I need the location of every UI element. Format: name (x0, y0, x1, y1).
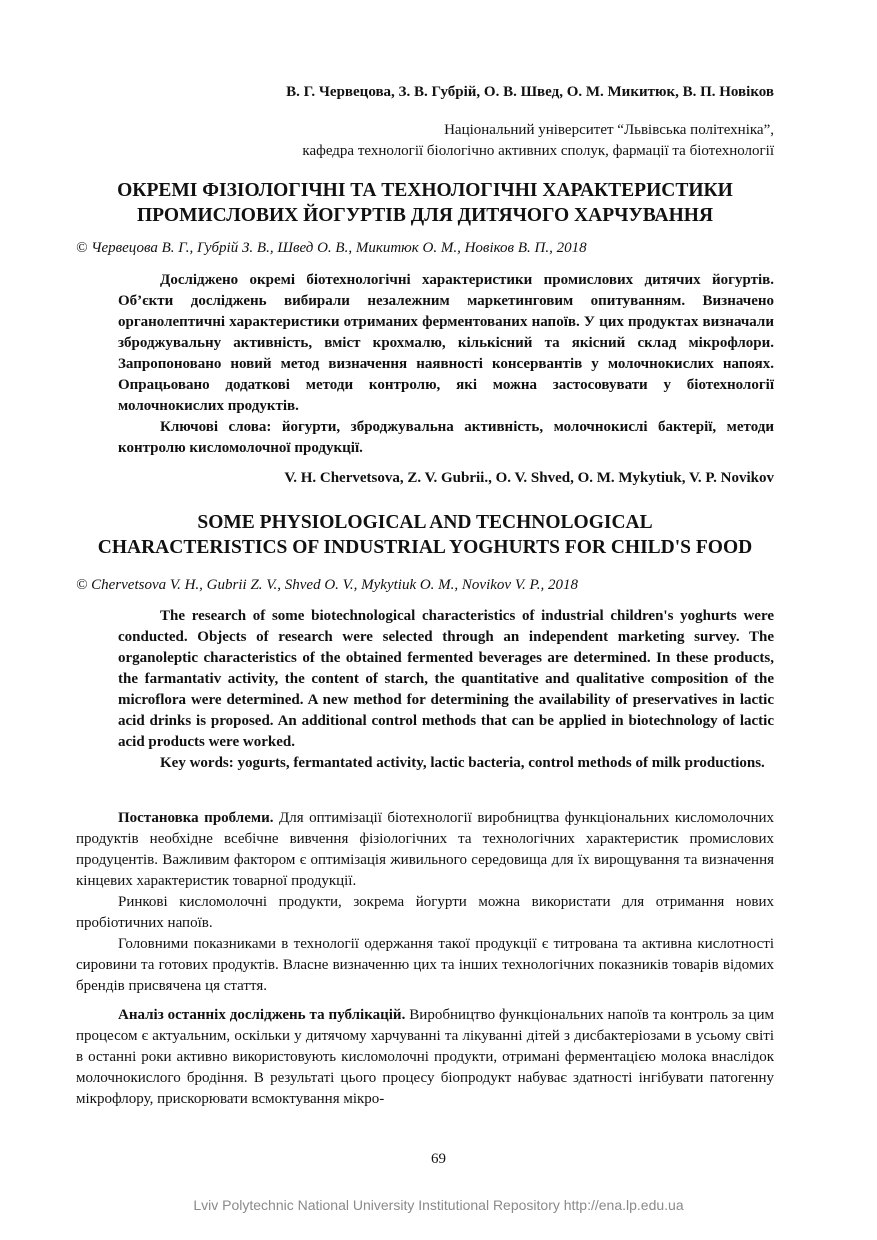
title-en (76, 510, 774, 560)
section1-paragraph-1 (76, 808, 774, 892)
page-number: 69 (431, 1151, 446, 1167)
title-en-line-2: CHARACTERISTICS OF INDUSTRIAL YOGHURTS FOR CHILD'S FOOD (97, 537, 753, 558)
section1-paragraph-3: Головними показниками в технології одержання такої продукції є титрована та активна кислотності сировини та готових продуктів. Власне визначенню цих та інших технологічних показників товарів відомих брендів присвячена ця стаття. (76, 936, 774, 994)
abstract-en (118, 606, 774, 774)
affiliation-line-2: кафедра технології біологічно активних сполук, фармації та біотехнології (302, 143, 774, 159)
title-uk-line-1: ОКРЕМІ ФІЗІОЛОГІЧНІ ТА ТЕХНОЛОГІЧНІ ХАРАКТЕРИСТИКИ (117, 180, 733, 201)
section1-text: Для оптимізації біотехнології виробництва функціональних кисломолочних продуктів необхідне всебічне вивчення фізіологічних та технологічних характеристик промислових продуцентів. Важливим фактором є оптимізація живильного середовища для їх вирощування та визначення кінцевих характеристик товарної продукції. (76, 810, 775, 889)
abstract-uk (118, 270, 774, 459)
section2-heading: Аналіз останніх досліджень та публікацій. (118, 1007, 406, 1023)
title-uk (76, 178, 774, 228)
keywords-uk: Ключові слова: йогурти, зброджувальна активність, молочнокислі бактерії, методи контролю кисломолочної продукції. (118, 419, 774, 456)
copyright-uk: © Червецова В. Г., Губрій З. В., Швед О. В., Микитюк О. М., Новіков В. П., 2018 (76, 240, 587, 256)
authors-en: V. H. Chervetsova, Z. V. Gubrii., O. V. Shved, O. M. Mykytiuk, V. P. Novikov (284, 470, 774, 486)
authors-uk: В. Г. Червецова, З. В. Губрій, О. В. Швед, О. М. Микитюк, В. П. Новіков (286, 84, 774, 100)
section1-heading: Постановка проблеми. (118, 810, 274, 826)
repository-footer: Lviv Polytechnic National University Institutional Repository http://ena.lp.edu.ua (193, 1197, 684, 1213)
title-en-line-1: SOME PHYSIOLOGICAL AND TECHNOLOGICAL (197, 512, 653, 533)
section-literature-review (76, 1005, 774, 1110)
section-problem-statement (76, 808, 774, 997)
title-uk-line-2: ПРОМИСЛОВИХ ЙОГУРТІВ ДЛЯ ДИТЯЧОГО ХАРЧУВАННЯ (136, 205, 714, 226)
affiliation-line-1: Національний університет “Львівська політехніка”, (444, 122, 774, 138)
section2-text: Виробництво функціональних напоїв та контроль за цим процесом є актуальним, оскільки у дитячому харчуванні та лікуванні дітей з дисбактеріозами в усьому світі в останні роки активно використовують кисломолочні продукти, отримані ферментацією молока внаслідок молочнокислого бродіння. В результаті цього процесу біопродукт набуває здатності інгібувати патогенну мікрофлору, прискорювати всмоктування мікро- (76, 1007, 775, 1107)
abstract-en-text: The research of some biotechnological characteristics of industrial children's yoghurts were conducted. Objects of research were selected through an independent marketing survey. The organoleptic characteristics of the obtained fermented beverages are determined. In these products, the farmantativ activity, the content of starch, the quantitative and qualitative composition of the microflora were determined. A new method for determining the availability of preservatives in lactic acid drinks is proposed. An additional control methods that can be applied in biotechnology of lactic acid products were worked. (118, 608, 774, 750)
copyright-en: © Chervetsova V. H., Gubrii Z. V., Shved O. V., Mykytiuk O. M., Novikov V. P., 2018 (76, 577, 579, 593)
section2-paragraph-1 (76, 1005, 774, 1110)
keywords-en: Key words: yogurts, fermantated activity, lactic bacteria, control methods of milk productions. (160, 755, 765, 771)
abstract-uk-text: Досліджено окремі біотехнологічні характеристики промислових дитячих йогуртів. Об’єкти досліджень вибирали незалежним маркетинговим опитуванням. Визначено органолептичні характеристики отриманих ферментованих напоїв. У цих продуктах визначали зброджувальну активність, вміст крохмалю, кількісний та якісний склад мікрофлори. Запропоновано новий метод визначення наявності консервантів у молочнокислих напоях. Опрацьовано додаткові методи контролю, які можна застосовувати у біотехнології молочнокислих продуктів. (118, 272, 774, 414)
section1-paragraph-2: Ринкові кисломолочні продукти, зокрема йогурти можна використати для отримання нових пробіотичних напоїв. (76, 894, 774, 931)
affiliation (76, 120, 774, 162)
